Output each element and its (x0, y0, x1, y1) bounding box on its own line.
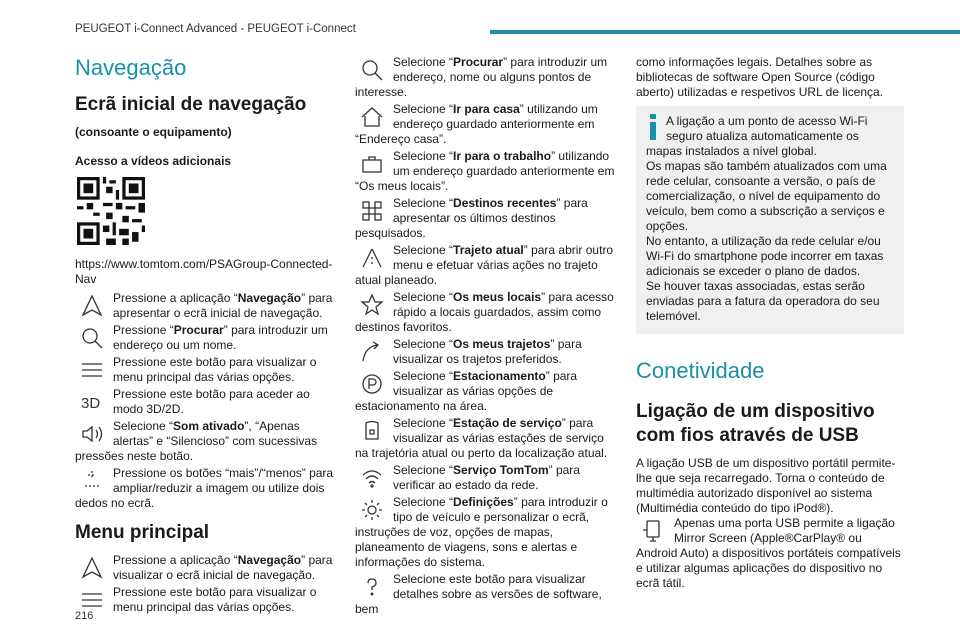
search-icon (75, 323, 109, 353)
nav-home-item (75, 291, 340, 321)
menu-option-item (355, 337, 620, 367)
nav-home-item-text: Pressione a aplicação “Navegação” para apresentar o ecrã inicial de navegação. (113, 291, 333, 320)
menu-option-item-text: Selecione este botão para visualizar detalhes sobre as versões de software, bem (355, 572, 602, 616)
chapter-title: Navegação (75, 55, 187, 80)
nav-home-item-text: Pressione este botão para aceder ao modo 3D/2D. (113, 387, 310, 416)
navigation-arrow-icon (75, 553, 109, 583)
menu-option-item (355, 495, 620, 570)
nav-home-item (75, 419, 340, 464)
section-heading-main-menu: Menu principal (75, 522, 210, 543)
menu-option-item-text: Selecione “Definições” para introduzir o tipo de veículo e personalizar o ecrã, instruções de voz, opções de mapas, planeamento de viagens, sons e alertas e informações do sistema. (355, 495, 608, 569)
menu-option-item-text: Selecione “Trajeto atual” para abrir outro menu e efetuar várias ações no trajeto atual planeado. (355, 243, 614, 287)
usb-section-heading: Ligação de um dispositivo com fios através de USB (636, 401, 875, 446)
home-icon (355, 102, 389, 132)
nav-home-item-text: Selecione “Som ativado”, “Apenas alertas” e “Silencioso” com sucessivas pressões neste botão. (75, 419, 318, 463)
main-menu-item (75, 585, 340, 615)
star-icon (355, 290, 389, 320)
menu-option-item-text: Selecione “Estação de serviço” para visualizar as várias estações de serviço na trajetória atual ou perto da localização atual. (355, 416, 608, 460)
current-route-icon (355, 243, 389, 273)
menu-option-item (355, 369, 620, 414)
menu-option-item (355, 243, 620, 288)
menu-option-item-text: Selecione “Destinos recentes” para apresentar os últimos destinos pesquisados. (355, 196, 588, 240)
help-icon (355, 572, 389, 602)
menu-option-item-text: Selecione “Os meus locais” para acesso rápido a locais guardados, assim como destinos favoritos. (355, 290, 614, 334)
menu-option-item (355, 416, 620, 461)
column-3 (636, 55, 904, 593)
section-heading-nav-home: Ecrã inicial de navegação (75, 94, 307, 115)
info-note (636, 106, 904, 334)
settings-icon (355, 495, 389, 525)
menu-option-item (355, 572, 620, 617)
navigation-arrow-icon (75, 291, 109, 321)
menu-option-item (355, 196, 620, 241)
fuel-station-icon (355, 416, 389, 446)
info-note-text: A ligação a um ponto de acesso Wi-Fi seguro atualiza automaticamente os mapas instalados a nível global. Os mapas são também atualizados com uma rede celular, consoante a versão, o país de comercialização, o nível de equipamento do veículo, bem como a subscrição a serviços e opções. No entanto, a utilização da rede celular e/ou Wi-Fi do smartphone pode incorrer em taxas adicionais se exceder o plano de dados. Se houver taxas associadas, estas serão enviadas para a fatura da operadora do seu telemóvel. (646, 114, 887, 323)
volume-icon (75, 419, 109, 449)
page-number: 216 (75, 610, 94, 622)
menu-option-item-text: Selecione “Serviço TomTom” para verificar ao estado da rede. (393, 463, 580, 492)
video-url[interactable]: https://www.tomtom.com/PSAGroup-Connected-Nav (75, 257, 333, 286)
menu-option-item-text: Selecione “Estacionamento” para visualizar as várias opções de estacionamento na área. (355, 369, 578, 413)
continued-paragraph: como informações legais. Detalhes sobre as bibliotecas de software Open Source (código aberto) utilizadas e respetivos URL de licença. (636, 55, 884, 99)
menu-option-item (355, 463, 620, 493)
nav-home-item (75, 466, 340, 511)
work-icon (355, 149, 389, 179)
usb-paragraph: A ligação USB de um dispositivo portátil permite-lhe que seja recarregado. Torna o conteúdo de multimédia autorizado disponível ao sistema (Multimédia conteúdo do tipo iPod®). (636, 456, 896, 515)
menu-icon (75, 355, 109, 385)
menu-option-item-text: Selecione “Ir para o trabalho” utilizando um endereço guardado anteriormente em “Os meus locais”. (355, 149, 615, 193)
parking-icon (355, 369, 389, 399)
nav-home-item (75, 323, 340, 353)
usb-mirror-item (636, 516, 904, 591)
nav-home-item (75, 355, 340, 385)
equipment-note: (consoante o equipamento) (75, 125, 232, 139)
menu-option-item (355, 102, 620, 147)
menu-option-item (355, 290, 620, 335)
menu-option-item-text: Selecione “Os meus trajetos” para visualizar os trajetos preferidos. (393, 337, 582, 366)
connectivity-title: Conetividade (636, 358, 765, 383)
nav-home-item-text: Pressione este botão para visualizar o menu principal das várias opções. (113, 355, 317, 384)
menu-option-item-text: Selecione “Procurar” para introduzir um endereço, nome ou alguns pontos de interesse. (355, 55, 608, 99)
svg-text:3D: 3D (81, 395, 101, 412)
main-menu-item-text: Pressione a aplicação “Navegação” para visualizar o ecrã inicial de navegação. (113, 553, 333, 582)
usb-phone-icon (636, 516, 670, 546)
nav-home-item-text: Pressione “Procurar” para introduzir um endereço ou um nome. (113, 323, 328, 352)
menu-option-items (355, 55, 620, 617)
menu-option-item-text: Selecione “Ir para casa” utilizando um endereço guardado anteriormente em “Endereço casa”. (355, 102, 598, 146)
zoom-icon (75, 466, 109, 496)
my-routes-icon (355, 337, 389, 367)
search-icon (355, 55, 389, 85)
3d-icon (75, 387, 109, 417)
main-menu-items (75, 553, 340, 615)
header-accent-bar (490, 30, 960, 34)
running-header: PEUGEOT i-Connect Advanced - PEUGEOT i-Connect (75, 23, 356, 35)
nav-home-item (75, 387, 340, 417)
nav-home-items (75, 291, 340, 511)
info-icon (646, 114, 660, 140)
nav-home-item-text: Pressione os botões “mais”/“menos” para ampliar/reduzir a imagem ou utilize dois dedos no ecrã. (75, 466, 334, 510)
main-menu-item (75, 553, 340, 583)
menu-option-item (355, 55, 620, 100)
videos-label: Acesso a vídeos adicionais (75, 154, 232, 168)
main-menu-item-text: Pressione este botão para visualizar o menu principal das várias opções. (113, 585, 317, 614)
wifi-icon (355, 463, 389, 493)
recent-destinations-icon (355, 196, 389, 226)
column-2 (355, 55, 620, 619)
usb-mirror-text: Apenas uma porta USB permite a ligação Mirror Screen (Apple®CarPlay® ou Android Auto) a dispositivos portáteis compatíveis e utilizar algumas aplicações do dispositivo no ecrã tátil. (636, 516, 901, 590)
menu-option-item (355, 149, 620, 194)
qr-code-icon (77, 177, 145, 245)
column-1 (75, 55, 340, 617)
